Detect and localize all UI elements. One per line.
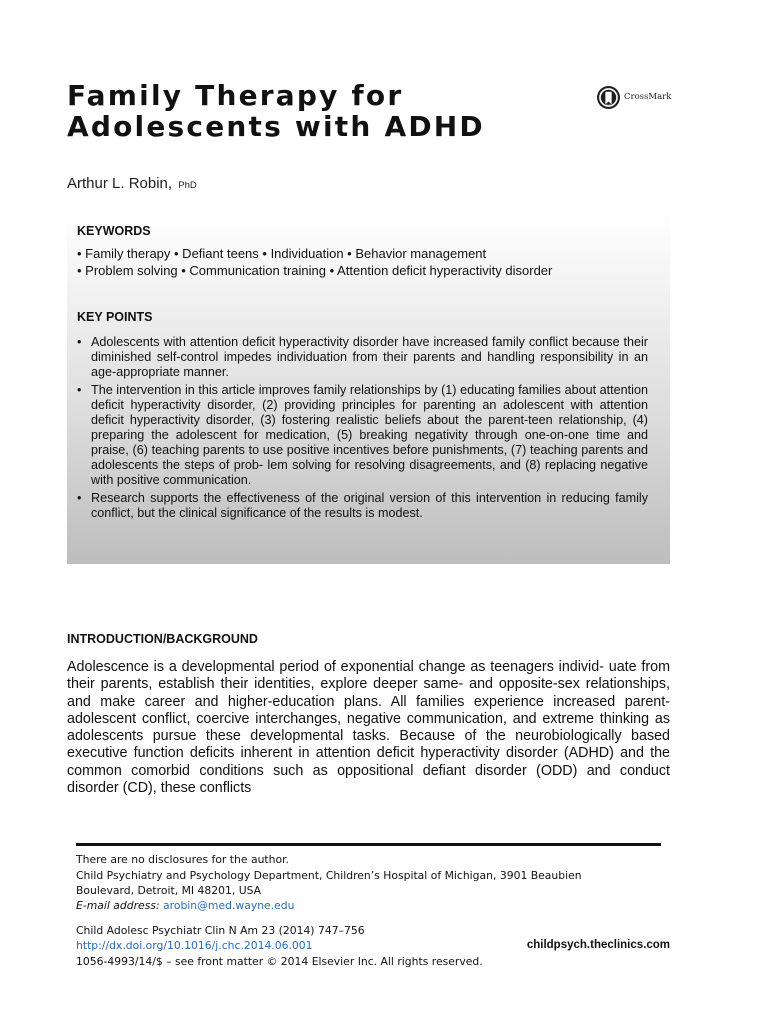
key-point-item [77,491,648,521]
disclosure-note: There are no disclosures for the author. [76,853,289,866]
footnote-divider [76,843,661,846]
article-title [67,80,485,142]
bullet-icon: • [77,383,82,397]
keywords-line-1: • Family therapy • Defiant teens • Individuation • Behavior management [77,246,487,261]
keywords-heading: KEYWORDS [77,224,151,238]
doi-line [76,939,313,952]
title-line-1: Family Therapy for [67,79,404,112]
key-points-list [77,335,648,524]
title-line-2: Adolescents with ADHD [67,110,485,143]
key-point-text: Adolescents with attention deficit hyperactivity disorder have increased family conflict because their diminished self-control impedes individuation from their parents and handling responsibility in an age-appropriate manner. [91,335,648,379]
author-degree: PhD [178,180,197,191]
doi-link[interactable]: http://dx.doi.org/10.1016/j.chc.2014.06.001 [76,939,313,952]
introduction-paragraph: Adolescence is a developmental period of exponential change as teenagers individ- uate from their parents, establish their identities, explore deeper same- and opposite-sex relationships, and make career and higher-education plans. All families experience increased parent-adolescent conflict, coercive interchanges, negative communication, and extreme thinking as adolescents pursue these developmental tasks. Because of the neurobiologically based executive function deficits inherent in attention deficit hyperactivity disorder (ADHD) and the common comorbid conditions such as oppositional defiant disorder (ODD) and conduct disorder (CD), these conflicts [67,659,670,797]
email-line [76,899,294,912]
copyright-line: 1056-4993/14/$ – see front matter © 2014 Elsevier Inc. All rights reserved. [76,955,483,968]
keywords-keypoints-box [67,214,670,564]
keywords-line-2: • Problem solving • Communication training • Attention deficit hyperactivity disorder [77,263,553,278]
bullet-icon: • [77,335,82,349]
affiliation-line-1: Child Psychiatry and Psychology Department, Children’s Hospital of Michigan, 3901 Beaubien [76,869,582,882]
email-link[interactable]: arobin@med.wayne.edu [163,899,295,912]
author-byline [67,175,197,192]
crossmark-label: CrossMark [624,92,672,102]
citation-line: Child Adolesc Psychiatr Clin N Am 23 (2014) 747–756 [76,924,365,937]
affiliation-line-2: Boulevard, Detroit, MI 48201, USA [76,884,262,897]
key-point-item [77,383,648,488]
key-point-text: Research supports the effectiveness of the original version of this intervention in reducing family conflict, but the clinical significance of the results is modest. [91,491,648,520]
email-label: E-mail address: [76,899,160,912]
author-name: Arthur L. Robin, [67,175,173,192]
key-points-heading: KEY POINTS [77,310,153,324]
key-point-text: The intervention in this article improves family relationships by (1) educating families about attention deficit hyperactivity disorder, (2) providing principles for parenting an adolescent with attention deficit hyperactivity disorder, (3) fostering realistic beliefs about the parent-teen relationship, (4) preparing the adolescent for medication, (5) breaking negativity through one-on-one time and praise, (6) teaching parents to use positive incentives before punishments, (7) teaching parents and adolescents the steps of prob- lem solving for resolving disagreements, and (8) replacing negative with positive communication. [91,383,648,487]
journal-website-link[interactable]: childpsych.theclinics.com [526,939,670,951]
crossmark-icon [596,85,621,110]
crossmark-badge[interactable] [596,84,676,110]
bullet-icon: • [77,491,82,505]
key-point-item [77,335,648,380]
introduction-heading: INTRODUCTION/BACKGROUND [67,632,258,646]
